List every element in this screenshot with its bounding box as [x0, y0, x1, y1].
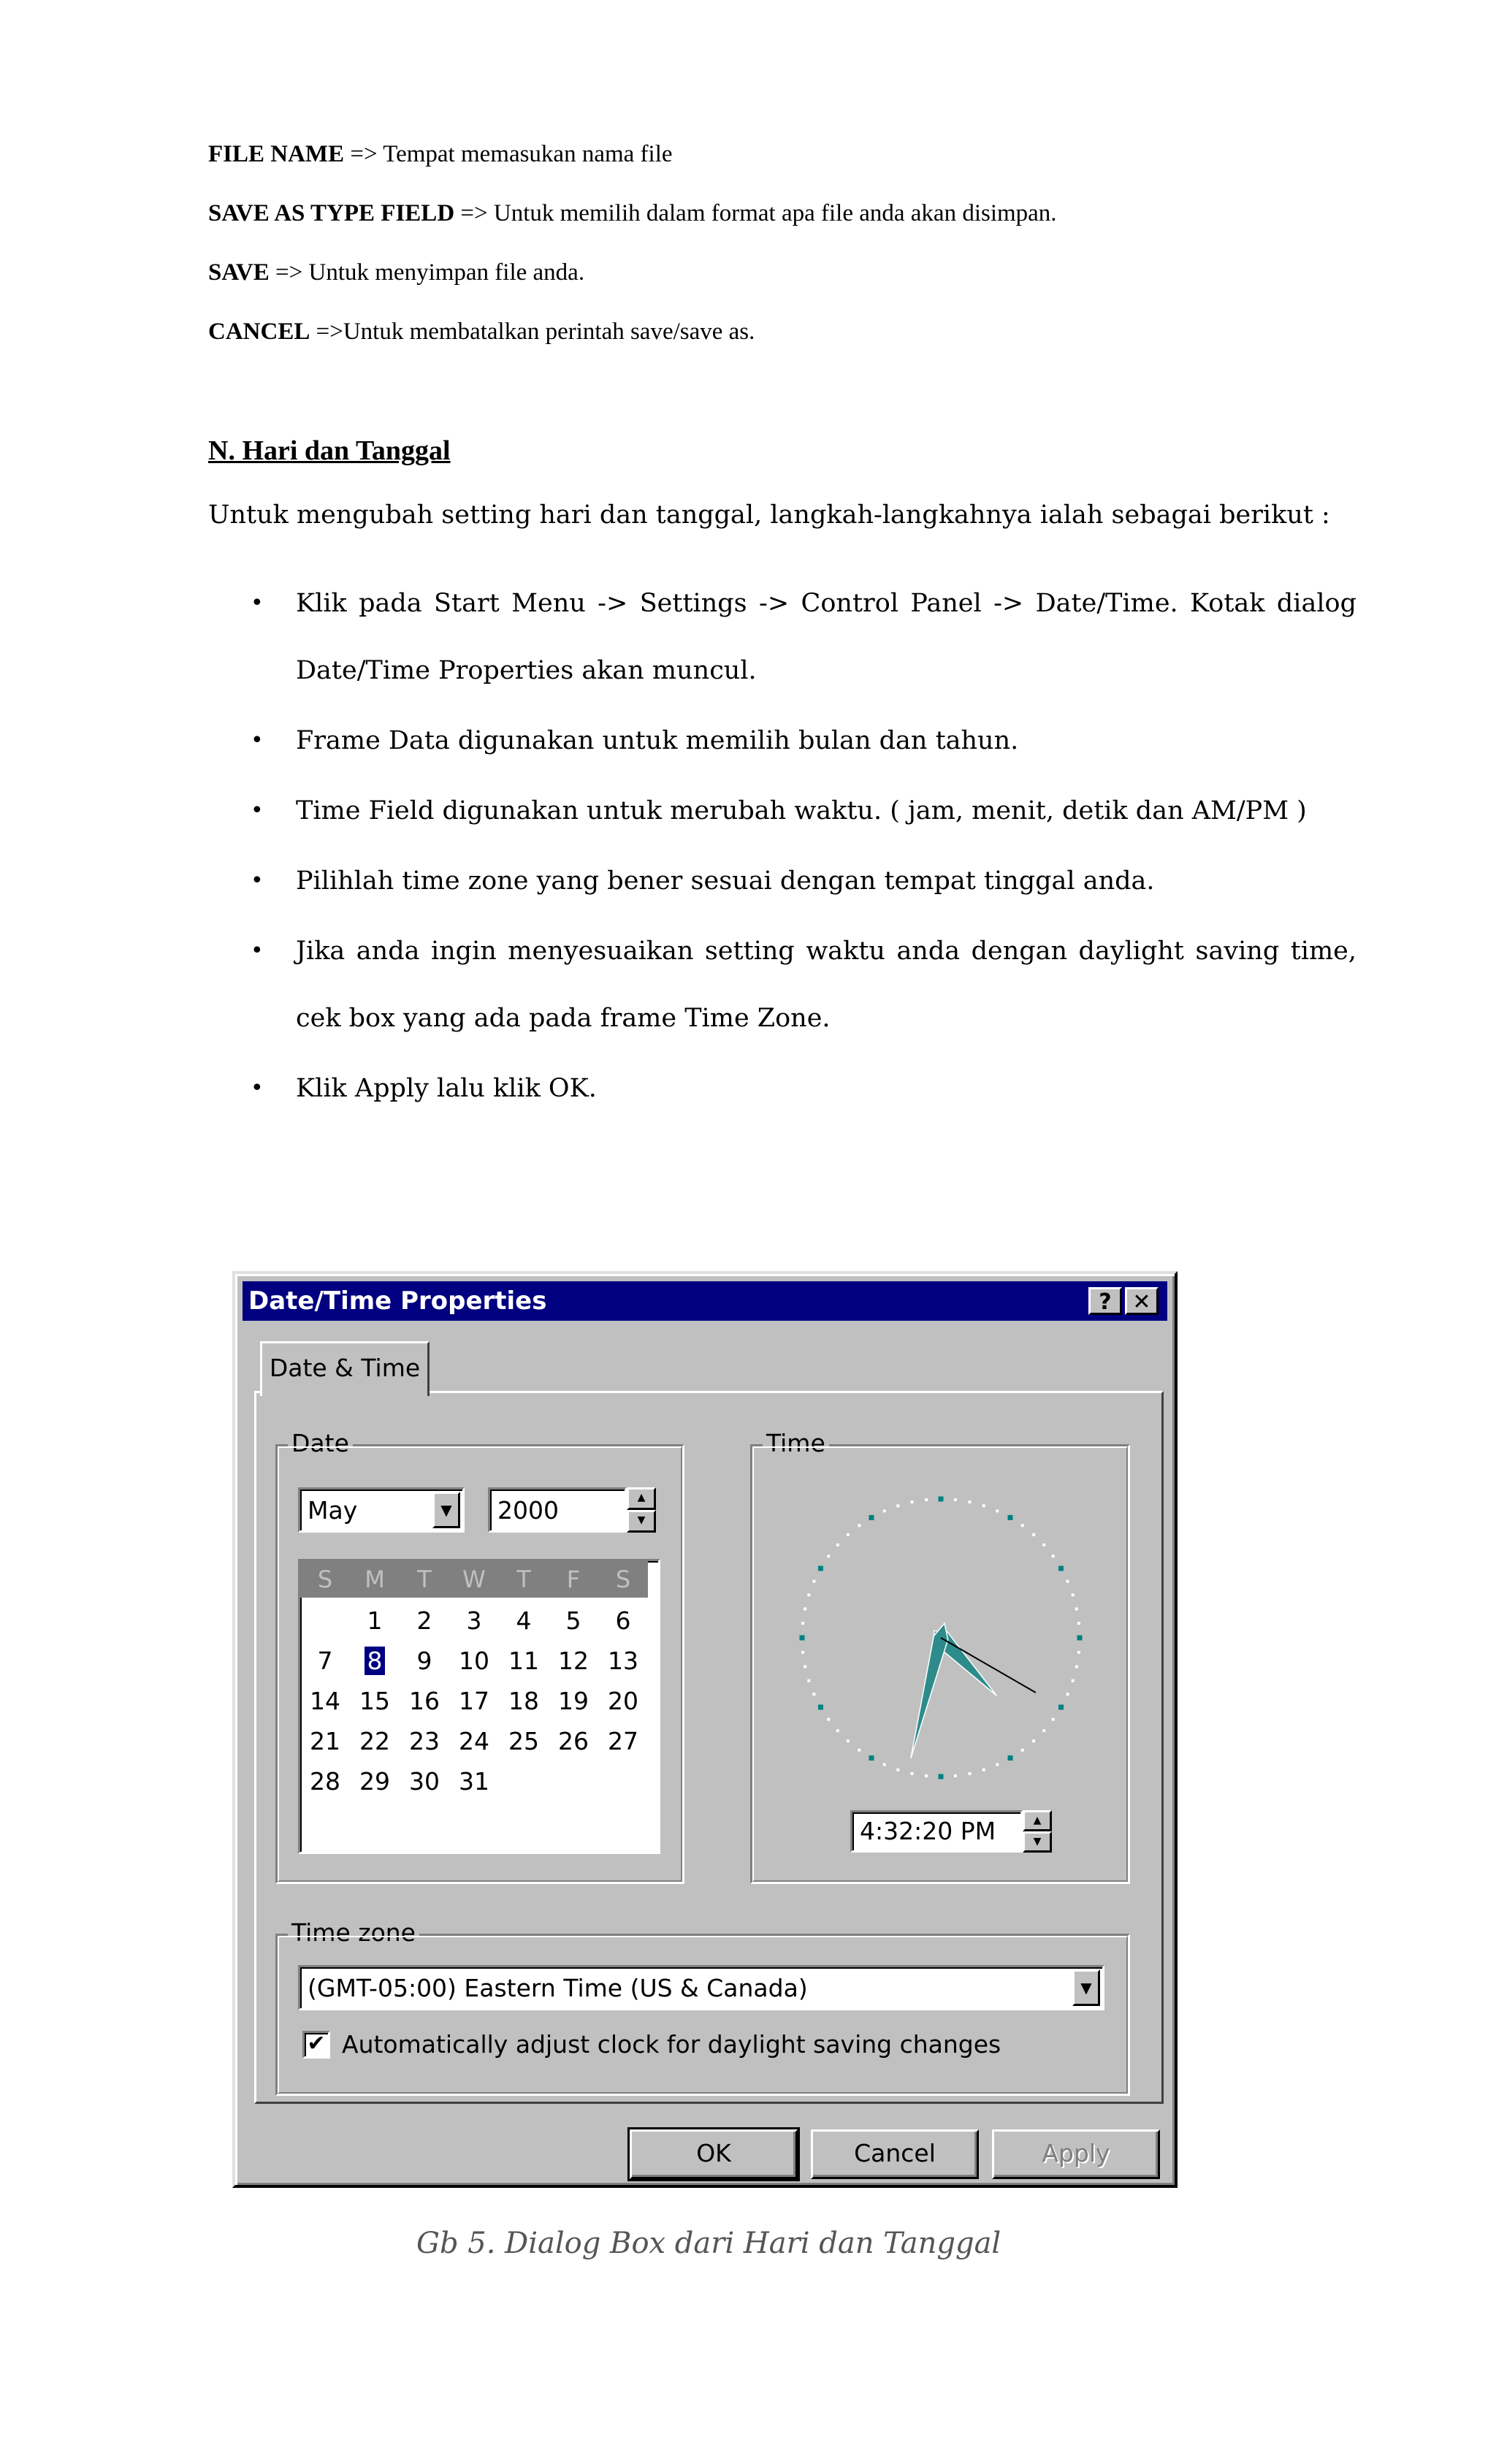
clock-minute-marker	[1032, 1533, 1035, 1536]
spin-down-icon[interactable]: ▼	[1023, 1831, 1052, 1853]
calendar-day[interactable]: 13	[608, 1647, 638, 1675]
calendar-day[interactable]: 9	[416, 1647, 432, 1675]
clock-minute-marker	[827, 1555, 830, 1557]
clock-minute-marker	[996, 1763, 999, 1766]
bullet-icon: •	[251, 590, 264, 616]
clock-minute-marker	[1066, 1693, 1069, 1696]
clock-minute-marker	[1032, 1739, 1035, 1742]
calendar-day[interactable]: 12	[558, 1647, 589, 1675]
definition-item	[208, 130, 1377, 189]
calendar-day[interactable]: 15	[359, 1687, 390, 1715]
bullet-icon: •	[251, 938, 264, 964]
calendar-blank	[499, 1761, 549, 1801]
weekday-label: T	[516, 1565, 531, 1593]
tab-date-time[interactable]: Date & Time	[260, 1341, 430, 1396]
clock-minute-marker	[1075, 1607, 1078, 1610]
year-value: 2000	[497, 1496, 559, 1525]
definition-term: SAVE AS TYPE FIELD	[208, 200, 455, 226]
clock-hour-marker	[939, 1774, 944, 1780]
definition-desc: => Untuk menyimpan file anda.	[269, 259, 585, 286]
tab-panel	[254, 1391, 1164, 2104]
calendar-day[interactable]: 19	[558, 1687, 589, 1715]
help-button[interactable]: ?	[1088, 1287, 1122, 1315]
step-text: Jika anda ingin menyesuaikan setting waktu anda dengan daylight saving time, cek box yang ada pada frame Time Zone.	[296, 937, 1356, 1033]
clock-minute-marker	[883, 1509, 886, 1512]
intro-paragraph: Untuk mengubah setting hari dan tanggal, langkah-langkahnya ialah sebagai berikut :	[208, 500, 1330, 530]
list-item	[208, 1055, 1356, 1122]
dialog-title: Date/Time Properties	[248, 1286, 547, 1316]
clock-hour-marker	[818, 1566, 823, 1571]
clock-minute-marker	[1052, 1718, 1055, 1721]
calendar-day[interactable]: 11	[508, 1647, 539, 1675]
bullet-icon: •	[251, 798, 264, 823]
clock-minute-marker	[801, 1622, 804, 1625]
clock-minute-marker	[1042, 1544, 1045, 1546]
step-text: Klik pada Start Menu -> Settings -> Control Panel -> Date/Time. Kotak dialog Date/Time Properties akan muncul.	[296, 589, 1356, 685]
clock-hour-marker	[800, 1636, 805, 1641]
clock-minute-marker	[982, 1504, 985, 1507]
clock-minute-marker	[925, 1498, 928, 1501]
calendar-day[interactable]: 2	[416, 1606, 432, 1635]
clock-minute-marker	[1042, 1729, 1045, 1732]
ok-button[interactable]	[630, 2129, 798, 2179]
clock-minute-marker	[847, 1533, 850, 1536]
definition-term: SAVE	[208, 259, 270, 286]
weekday-label: S	[615, 1565, 631, 1593]
clock-minute-marker	[883, 1763, 886, 1766]
weekday-label: S	[317, 1565, 333, 1593]
step-text: Pilihlah time zone yang bener sesuai dengan tempat tinggal anda.	[296, 866, 1155, 896]
clock-minute-marker	[836, 1544, 839, 1546]
calendar-day[interactable]: 7	[317, 1647, 333, 1675]
clock-minute-marker	[847, 1739, 850, 1742]
calendar-days	[300, 1601, 648, 1801]
definition-desc: => Untuk memilih dalam format apa file anda akan disimpan.	[454, 200, 1057, 226]
timezone-select[interactable]	[298, 1965, 1104, 2010]
calendar-day[interactable]: 6	[615, 1606, 631, 1635]
calendar-day[interactable]: 31	[459, 1767, 489, 1796]
definition-desc: => Tempat memasukan nama file	[344, 141, 673, 167]
clock-minute-marker	[896, 1504, 899, 1507]
clock-minute-marker	[804, 1607, 806, 1610]
calendar-day[interactable]: 25	[508, 1727, 539, 1755]
clock-minute-marker	[836, 1729, 839, 1732]
dialog-title-bar[interactable]	[243, 1281, 1167, 1321]
ok-label: OK	[696, 2139, 731, 2167]
clock-minute-marker	[910, 1772, 913, 1775]
clock-minute-hand	[911, 1623, 948, 1758]
clock-hour-marker	[869, 1515, 874, 1520]
calendar-day[interactable]: 26	[558, 1727, 589, 1755]
steps-list	[208, 570, 1356, 1125]
clock-minute-marker	[1072, 1679, 1075, 1682]
calendar-header	[300, 1561, 648, 1598]
definition-list	[208, 130, 1377, 367]
clock-minute-marker	[969, 1500, 972, 1503]
close-button[interactable]: ✕	[1125, 1287, 1159, 1315]
clock-minute-marker	[812, 1693, 815, 1696]
clock-minute-marker	[1072, 1593, 1075, 1596]
clock-hour-marker	[1058, 1566, 1064, 1571]
apply-label: Apply	[1042, 2139, 1110, 2167]
spin-down-icon[interactable]: ▼	[627, 1510, 656, 1533]
clock-minute-marker	[1077, 1622, 1080, 1625]
definition-item	[208, 308, 1377, 367]
calendar-blank	[300, 1601, 350, 1641]
time-spinner[interactable]	[1023, 1810, 1052, 1853]
date-group	[275, 1429, 684, 1884]
calendar-grid	[300, 1561, 648, 1801]
analog-clock	[795, 1492, 1087, 1784]
list-item	[208, 707, 1356, 774]
weekday-label: M	[365, 1565, 385, 1593]
calendar-blank	[598, 1761, 648, 1801]
spin-up-icon[interactable]: ▲	[627, 1487, 656, 1510]
calendar-day[interactable]: 21	[310, 1727, 340, 1755]
clock-hour-marker	[818, 1705, 823, 1710]
clock-minute-marker	[969, 1772, 972, 1775]
bullet-icon: •	[251, 1075, 264, 1101]
time-group	[750, 1429, 1130, 1884]
checkmark-icon: ✔	[307, 2031, 326, 2056]
clock-minute-marker	[982, 1769, 985, 1771]
list-item	[208, 777, 1356, 844]
section-title: N. Hari dan Tanggal	[208, 435, 451, 466]
calendar-day[interactable]: 4	[516, 1606, 532, 1635]
weekday-label: W	[462, 1565, 486, 1593]
calendar-day[interactable]: 14	[310, 1687, 340, 1715]
date-time-dialog	[232, 1271, 1178, 2188]
date-group-label: Date	[288, 1429, 353, 1457]
calendar	[298, 1559, 660, 1854]
calendar-day[interactable]: 27	[608, 1727, 638, 1755]
definition-desc: =>Untuk membatalkan perintah save/save as.	[310, 319, 755, 345]
step-text: Klik Apply lalu klik OK.	[296, 1074, 597, 1103]
calendar-day[interactable]: 10	[459, 1647, 489, 1675]
clock-minute-marker	[1066, 1580, 1069, 1583]
clock-minute-marker	[807, 1679, 810, 1682]
clock-minute-marker	[812, 1580, 815, 1583]
clock-minute-marker	[1052, 1555, 1055, 1557]
time-group-label: Time	[763, 1429, 829, 1457]
list-item	[208, 918, 1356, 1052]
list-item	[208, 570, 1356, 704]
clock-hour-marker	[1077, 1636, 1083, 1641]
calendar-day[interactable]: 24	[459, 1727, 489, 1755]
definition-item	[208, 248, 1377, 308]
cancel-label: Cancel	[854, 2139, 936, 2167]
cancel-button[interactable]	[811, 2129, 979, 2179]
month-value: May	[308, 1496, 358, 1525]
bullet-icon: •	[251, 728, 264, 753]
clock-hour-marker	[1008, 1515, 1013, 1520]
dst-label: Automatically adjust clock for daylight saving changes	[342, 2030, 1001, 2059]
calendar-day[interactable]: 30	[409, 1767, 440, 1796]
definition-term: FILE NAME	[208, 141, 345, 167]
timezone-group	[275, 1918, 1130, 2096]
calendar-day[interactable]: 23	[409, 1727, 440, 1755]
chevron-down-icon[interactable]: ▼	[1072, 1969, 1100, 2006]
calendar-day[interactable]: 3	[466, 1606, 482, 1635]
calendar-day[interactable]: 1	[367, 1606, 383, 1635]
calendar-day[interactable]: 5	[565, 1606, 581, 1635]
calendar-day[interactable]: 28	[310, 1767, 340, 1796]
figure-caption: Gb 5. Dialog Box dari Hari dan Tanggal	[416, 2227, 1001, 2260]
timezone-value: (GMT-05:00) Eastern Time (US & Canada)	[308, 1974, 808, 2002]
calendar-day[interactable]: 20	[608, 1687, 638, 1715]
calendar-blank	[549, 1761, 598, 1801]
step-text: Time Field digunakan untuk merubah waktu. ( jam, menit, detik dan AM/PM )	[296, 796, 1307, 825]
clock-minute-marker	[1021, 1749, 1024, 1752]
clock-minute-marker	[807, 1593, 810, 1596]
clock-minute-marker	[996, 1509, 999, 1512]
bullet-icon: •	[251, 868, 264, 893]
calendar-day[interactable]: 17	[459, 1687, 489, 1715]
month-select[interactable]	[298, 1487, 465, 1533]
clock-minute-marker	[954, 1498, 957, 1501]
calendar-day[interactable]: 22	[359, 1727, 390, 1755]
year-spinner[interactable]	[627, 1487, 656, 1533]
clock-minute-marker	[954, 1774, 957, 1777]
calendar-day[interactable]: 16	[409, 1687, 440, 1715]
clock-hour-marker	[869, 1755, 874, 1761]
step-text: Frame Data digunakan untuk memilih bulan dan tahun.	[296, 726, 1019, 755]
chevron-down-icon[interactable]: ▼	[432, 1492, 460, 1528]
clock-minute-marker	[804, 1666, 806, 1668]
definition-term: CANCEL	[208, 319, 310, 345]
definition-item	[208, 189, 1377, 248]
clock-minute-marker	[827, 1718, 830, 1721]
weekday-label: T	[417, 1565, 432, 1593]
clock-minute-marker	[1077, 1651, 1080, 1654]
clock-minute-marker	[1021, 1524, 1024, 1527]
clock-minute-marker	[925, 1774, 928, 1777]
clock-hour-marker	[1058, 1705, 1064, 1710]
clock-minute-marker	[910, 1500, 913, 1503]
clock-hour-marker	[1008, 1755, 1013, 1761]
calendar-day[interactable]: 18	[508, 1687, 539, 1715]
year-input[interactable]	[488, 1487, 627, 1533]
weekday-label: F	[566, 1565, 581, 1593]
clock-minute-marker	[801, 1651, 804, 1654]
clock-minute-marker	[858, 1749, 860, 1752]
time-value: 4:32:20 PM	[860, 1817, 996, 1845]
clock-minute-marker	[858, 1524, 860, 1527]
calendar-day[interactable]: 8	[365, 1647, 385, 1675]
list-item	[208, 847, 1356, 915]
time-input[interactable]	[850, 1810, 1023, 1853]
clock-minute-marker	[1075, 1666, 1078, 1668]
apply-button[interactable]	[992, 2129, 1160, 2179]
clock-hour-marker	[939, 1497, 944, 1502]
clock-minute-marker	[896, 1769, 899, 1771]
timezone-group-label: Time zone	[288, 1918, 419, 1947]
calendar-day[interactable]: 29	[359, 1767, 390, 1796]
spin-up-icon[interactable]: ▲	[1023, 1810, 1052, 1831]
dst-checkbox[interactable]	[302, 2031, 330, 2059]
